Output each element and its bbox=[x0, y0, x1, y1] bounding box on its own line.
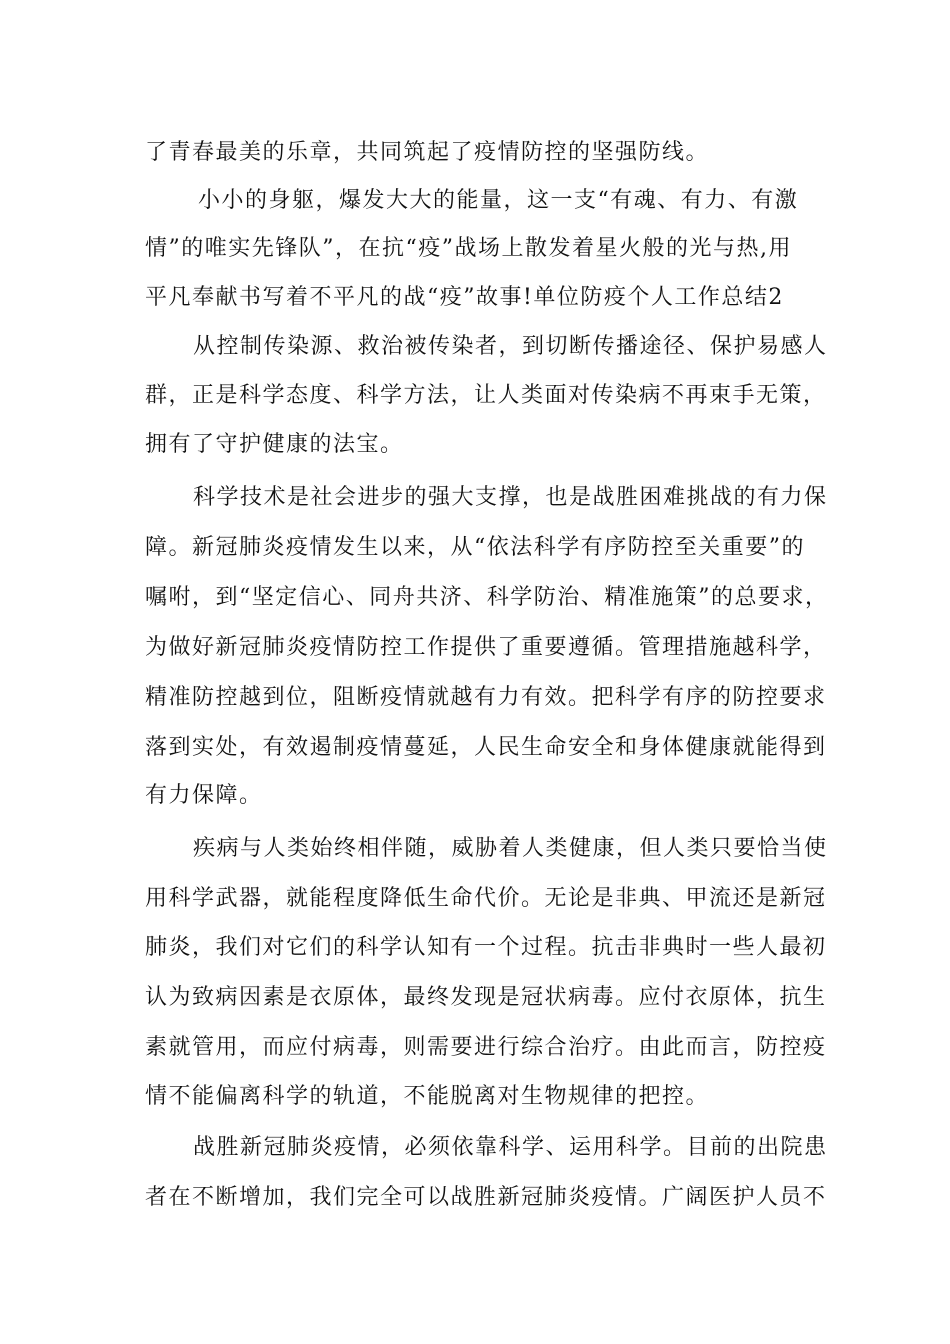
text-line: 情不能偏离科学的轨道，不能脱离对生物规律的把控。 bbox=[145, 1084, 710, 1109]
text-line: 精准防控越到位，阻断疫情就越有力有效。把科学有序的防控要求 bbox=[145, 685, 827, 710]
text-line: 了青春最美的乐章，共同筑起了疫情防控的坚强防线。 bbox=[145, 140, 710, 165]
text-line: 拥有了守护健康的法宝。 bbox=[145, 432, 404, 457]
paragraph-first-line: 疾病与人类始终相伴随，威胁着人类健康，但人类只要恰当使 bbox=[193, 836, 828, 861]
text-line: 为做好新冠肺炎疫情防控工作提供了重要遵循。管理措施越科学， bbox=[145, 635, 827, 660]
paragraph-first-line: 战胜新冠肺炎疫情，必须依靠科学、运用科学。目前的出院患 bbox=[193, 1135, 828, 1160]
text-line: 平凡奉献书写着不平凡的战“疫”故事!单位防疫个人工作总结2 bbox=[145, 285, 784, 310]
text-line: 障。新冠肺炎疫情发生以来，从“依法科学有序防控至关重要”的 bbox=[145, 535, 805, 560]
text-line: 肺炎，我们对它们的科学认知有一个过程。抗击非典时一些人最初 bbox=[145, 935, 827, 960]
text-line: 有力保障。 bbox=[145, 783, 263, 808]
text-line: 者在不断增加，我们完全可以战胜新冠肺炎疫情。广阔医护人员不 bbox=[145, 1185, 827, 1210]
text-line: 群，正是科学态度、科学方法，让人类面对传染病不再束手无策， bbox=[145, 383, 827, 408]
paragraph-first-line: 从控制传染源、救治被传染者，到切断传播途径、保护易感人 bbox=[193, 334, 828, 359]
text-line: 情”的唯实先锋队”，在抗“疫”战场上散发着星火般的光与热,用 bbox=[145, 236, 792, 261]
text-line: 素就管用，而应付病毒，则需要进行综合治疗。由此而言，防控疫 bbox=[145, 1035, 827, 1060]
text-line: 嘱咐，到“坚定信心、同舟共济、科学防治、精准施策”的总要求， bbox=[145, 585, 829, 610]
paragraph-first-line: 科学技术是社会进步的强大支撑，也是战胜困难挑战的有力保 bbox=[193, 485, 828, 510]
text-line: 用科学武器，就能程度降低生命代价。无论是非典、甲流还是新冠 bbox=[145, 886, 827, 911]
text-line: 落到实处，有效遏制疫情蔓延，人民生命安全和身体健康就能得到 bbox=[145, 735, 827, 760]
paragraph-first-line: 小小的身躯，爆发大大的能量，这一支“有魂、有力、有激 bbox=[198, 188, 799, 213]
text-line: 认为致病因素是衣原体，最终发现是冠状病毒。应付衣原体，抗生 bbox=[145, 985, 827, 1010]
